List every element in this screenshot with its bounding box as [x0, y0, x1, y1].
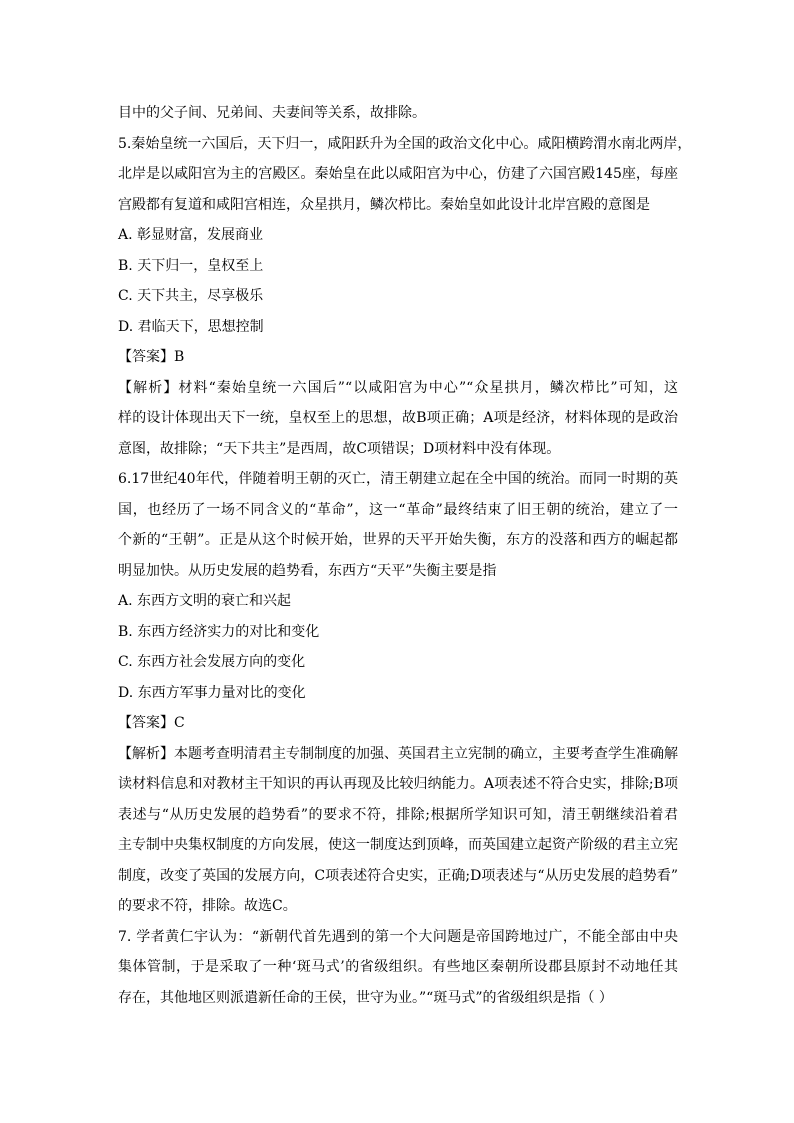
question-5-analysis	[118, 373, 678, 465]
question-5-analysis-line: 【解析】材料“秦始皇统一六国后”“以咸阳宫为中心”“众星拱月，鳞次栉比”可知，这	[118, 379, 678, 396]
question-6-option-d: D. 东西方军事力量对比的变化	[118, 684, 306, 701]
question-5-option-d: D. 君临天下，思想控制	[118, 318, 264, 335]
question-6-option-a: A. 东西方文明的衰亡和兴起	[118, 593, 292, 609]
question-6-option-c: C. 东西方社会发展方向的变化	[118, 654, 306, 670]
question-5-analysis-line: 意图，故排除；“天下共主”是西周，故C项错误；D项材料中没有体现。	[118, 440, 561, 457]
question-6-analysis-line: 读材料信息和对教材主干知识的再认再现及比较归纳能力。A项表述不符合史实，排除;B项	[118, 776, 678, 792]
question-6-analysis-line: 表述与“从历史发展的趋势看”的要求不符，排除;根据所学知识可知，清王朝继续沿着君	[118, 806, 678, 823]
question-6-stem	[118, 464, 678, 586]
question-5-stem	[118, 129, 692, 221]
question-6-stem-line: 国，也经历了一场不同含义的“革命”，这一“革命”最终结束了旧王朝的统治，建立了一	[118, 501, 678, 518]
question-5-stem-line: 北岸是以咸阳宫为主的宫殿区。秦始皇在此以咸阳宫为中心，仿建了六国宫殿145座，每座	[118, 166, 678, 182]
question-7-stem-line: 存在，其他地区则派遣新任命的王侯，世守为业。”“斑马式”的省级组织是指（ ）	[118, 989, 613, 1006]
question-5-option-b: B. 天下归一，皇权至上	[118, 257, 264, 274]
question-6-stem-line: 明显加快。从历史发展的趋势看，东西方“天平”失衡主要是指	[118, 562, 497, 579]
question-5-stem-line: 宫殿都有复道和咸阳宫相连，众星拱月，鳞次栉比。秦始皇如此设计北岸宫殿的意图是	[118, 196, 650, 213]
question-5-analysis-line: 样的设计体现出天下一统，皇权至上的思想，故B项正确；A项是经济，材料体现的是政治	[118, 410, 678, 426]
question-6-analysis	[118, 739, 678, 922]
question-6-stem-line: 6.17世纪40年代，伴随着明王朝的灭亡，清王朝建立起在全中国的统治。而同一时期的英	[118, 471, 678, 487]
question-6-analysis-line: 【解析】本题考查明清君主专制制度的加强、英国君主立宪制的确立，主要考查学生准确解	[118, 745, 678, 762]
question-6-analysis-line: 主专制中央集权制度的方向发展，使这一制度达到顶峰，而英国建立起资产阶级的君主立宪	[118, 837, 678, 853]
question-6-option-b: B. 东西方经济实力的对比和变化	[118, 623, 320, 640]
question-7-stem-line: 集体管制，于是采取了一种‘斑马式’的省级组织。有些地区秦朝所设郡县原封不动地任其	[118, 959, 678, 975]
previous-analysis-tail: 目中的父子间、兄弟间、夫妻间等关系，故排除。	[118, 105, 426, 121]
question-6-answer: 【答案】C	[118, 715, 185, 731]
question-5-option-a: A. 彰显财富，发展商业	[118, 227, 264, 243]
question-7-stem	[118, 922, 678, 1014]
document-page	[118, 98, 692, 1013]
question-5-stem-line: 5.秦始皇统一六国后，天下归一，咸阳跃升为全国的政治文化中心。咸阳横跨渭水南北两岸，	[118, 135, 692, 152]
question-5-option-c: C. 天下共主，尽享极乐	[118, 288, 264, 304]
question-7-stem-line: 7. 学者黄仁宇认为：“新朝代首先遇到的第一个大问题是帝国跨地过广，不能全部由中央	[118, 928, 678, 945]
question-6-stem-line: 个新的“王朝”。正是从这个时候开始，世界的天平开始失衡，东方的没落和西方的崛起都	[118, 532, 678, 548]
question-6-analysis-line: 制度，改变了英国的发展方向，C项表述符合史实，正确;D项表述与“从历史发展的趋势看”	[118, 867, 678, 884]
question-5-answer: 【答案】B	[118, 349, 185, 365]
question-6-analysis-line: 的要求不符，排除。故选C。	[118, 898, 297, 914]
